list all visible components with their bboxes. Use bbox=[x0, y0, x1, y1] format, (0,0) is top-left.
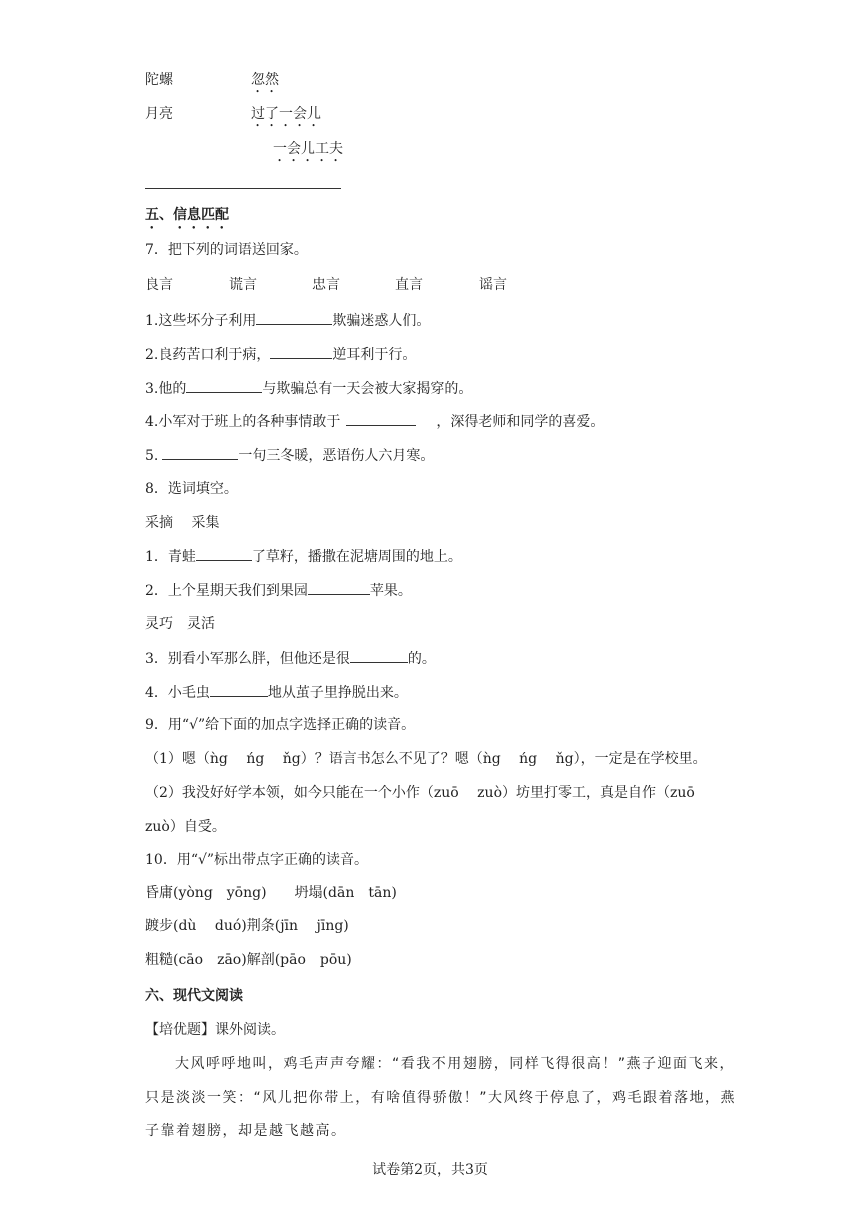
reading-tag: 【培优题】课外阅读。 bbox=[145, 1022, 285, 1038]
answer-blank[interactable] bbox=[350, 648, 408, 663]
q8-sentence-1: 1．青蛙 了草籽，播撒在泥塘周围的地上。 bbox=[145, 546, 462, 567]
match-right-2: 过了一会儿 bbox=[251, 106, 321, 122]
answer-blank[interactable] bbox=[256, 310, 332, 325]
answer-blank[interactable] bbox=[270, 344, 332, 359]
q8-word-group-1: 采摘 采集 bbox=[145, 515, 220, 531]
q9-line-3: zuò）自受。 bbox=[145, 819, 226, 835]
word-5: 谣言 bbox=[479, 277, 507, 293]
q7-prompt: 7．把下列的词语送回家。 bbox=[145, 242, 308, 258]
match-row-3 bbox=[273, 139, 343, 165]
answer-blank[interactable] bbox=[308, 580, 370, 595]
divider-line bbox=[145, 188, 341, 189]
match-right-1: 忽然 bbox=[251, 72, 279, 88]
answer-blank[interactable] bbox=[196, 546, 252, 561]
match-left-2: 月亮 bbox=[145, 106, 173, 122]
q8-word-group-2: 灵巧 灵活 bbox=[145, 616, 215, 632]
match-left-1: 陀螺 bbox=[145, 72, 173, 88]
match-row-2 bbox=[145, 104, 321, 124]
q10-row-3: 粗糙(cāo zāo)解剖(pāo pōu) bbox=[145, 952, 352, 968]
word-3: 忠言 bbox=[312, 277, 340, 293]
passage-line-3: 子靠着翅膀，却是越飞越高。 bbox=[145, 1123, 347, 1139]
q8-prompt: 8．选词填空。 bbox=[145, 481, 238, 497]
answer-blank[interactable] bbox=[162, 445, 238, 460]
q8-sentence-2: 2．上个星期天我们到果园 苹果。 bbox=[145, 580, 412, 601]
word-4: 直言 bbox=[395, 277, 423, 293]
answer-blank[interactable] bbox=[210, 682, 268, 697]
q10-row-1: 昏庸(yòng yōng) 坍塌(dān tān) bbox=[145, 885, 397, 901]
match-right-3: 一会儿工夫 bbox=[273, 141, 343, 157]
q9-line-1: （1）嗯（ǹg ńg ňg）？语言书怎么不见了？嗯（ǹg ńg ňg），一定是在学校里。 bbox=[145, 751, 707, 767]
q7-sentence-3: 3.他的 与欺骗总有一天会被大家揭穿的。 bbox=[145, 378, 472, 399]
passage-line-1: 大风呼呼地叫，鸡毛声声夸耀：“看我不用翅膀，同样飞得很高！”燕子迎面飞来， bbox=[175, 1056, 736, 1072]
section5-title: 五、信息匹配 bbox=[145, 207, 229, 223]
q9-line-2: （2）我没好好学本领，如今只能在一个小作（zuō zuò）坊里打零工，真是自作（zuō bbox=[145, 785, 695, 801]
q7-sentence-5: 5. 一句三冬暖，恶语伤人六月寒。 bbox=[145, 445, 434, 466]
match-row-1 bbox=[145, 70, 279, 90]
q8-sentence-4: 4．小毛虫 地从茧子里挣脱出来。 bbox=[145, 682, 408, 703]
q10-prompt: 10．用“√”标出带点字正确的读音。 bbox=[145, 852, 369, 868]
q10-row-2: 踱步(dù duó)荆条(jīn jīng) bbox=[145, 918, 349, 934]
q7-sentence-4: 4.小军对于班上的各种事情敢于 ，深得老师和同学的喜爱。 bbox=[145, 411, 604, 432]
passage-line-2: 只是淡淡一笑：“风儿把你带上，有啥值得骄傲！”大风终于停息了，鸡毛跟着落地，燕 bbox=[145, 1090, 737, 1106]
q7-word-bank bbox=[145, 275, 507, 295]
q7-sentence-2: 2.良药苦口利于病， 逆耳利于行。 bbox=[145, 344, 416, 365]
answer-blank[interactable] bbox=[186, 378, 262, 393]
section6-title: 六、现代文阅读 bbox=[145, 988, 243, 1004]
word-2: 谎言 bbox=[229, 277, 257, 293]
page-footer: 试卷第2页，共3页 bbox=[372, 1162, 488, 1178]
q9-prompt: 9．用“√”给下面的加点字选择正确的读音。 bbox=[145, 717, 416, 733]
q8-sentence-3: 3．别看小军那么胖，但他还是很 的。 bbox=[145, 648, 436, 669]
answer-blank[interactable] bbox=[346, 411, 416, 426]
q7-sentence-1: 1.这些坏分子利用 欺骗迷惑人们。 bbox=[145, 310, 430, 331]
word-1: 良言 bbox=[145, 277, 173, 293]
